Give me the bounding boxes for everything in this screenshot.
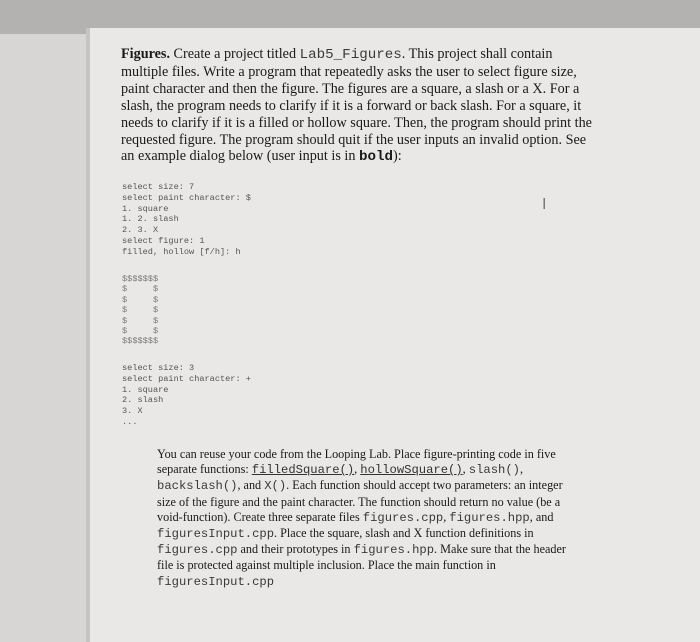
file-figures-cpp-ref: figures.cpp: [157, 543, 238, 558]
file-figuresInput-cpp: figuresInput.cpp: [157, 527, 275, 542]
text-cursor-icon: I: [542, 196, 547, 213]
section-lead: Figures.: [121, 46, 170, 62]
example-dialog-1: select size: 7 select paint character: $ 1. square 1. 2. slash 2. 3. X select figure: 1 filled, hollow [f/h]: h: [122, 182, 251, 257]
function-hollowSquare: hollowSquare(): [360, 463, 463, 478]
file-figuresInput-cpp-ref: figuresInput.cpp: [157, 574, 275, 589]
function-X: X(): [264, 479, 287, 494]
project-name: Lab5_Figures: [299, 47, 402, 63]
file-figures-hpp: figures.hpp: [449, 510, 530, 525]
hollow-square-output: $$$$$$$ $ $ $ $ $ $ $ $ $ $ $$$$$$$: [122, 274, 159, 347]
function-backslash: backslash(): [157, 479, 238, 494]
instructions-paragraph: Figures. Create a project titled Lab5_Figures. This project shall contain multiple files. Write a program that repeatedly asks the user to select figure size, paint character and then the figure. The figures are a square, a slash or a X. For a slash, the program needs to clarify if it is a forward or back slash. For a square, it needs to clarify if it is a filled or hollow square. Then, the program should print the requested figure. The program should quit if the user inputs an invalid option. See an example dialog below (user input is in bold):: [121, 46, 592, 166]
functions-paragraph: You can reuse your code from the Looping Lab. Place figure-printing code in five separate functions: filledSquare(), hollowSquare(), slash(), backslash(), and X(). Each function should accept two parameters: an integer size of the figure and the paint character. The function should return no value (be a void-function). Create three separate files figures.cpp, figures.hpp, and figuresInput.cpp. Place the square, slash and X function definitions in figures.cpp and their prototypes in figures.hpp. Make sure that the header file is protected against multiple inclusion. Place the main function in figuresInput.cpp: [157, 447, 566, 589]
file-figures-hpp-ref: figures.hpp: [353, 543, 435, 558]
function-filledSquare: filledSquare(): [251, 463, 355, 478]
example-dialog-2: select size: 3 select paint character: + 1. square 2. slash 3. X ...: [122, 363, 251, 427]
file-figures-cpp: figures.cpp: [362, 510, 444, 525]
function-slash: slash(): [468, 463, 520, 478]
bold-word: bold: [358, 149, 394, 166]
